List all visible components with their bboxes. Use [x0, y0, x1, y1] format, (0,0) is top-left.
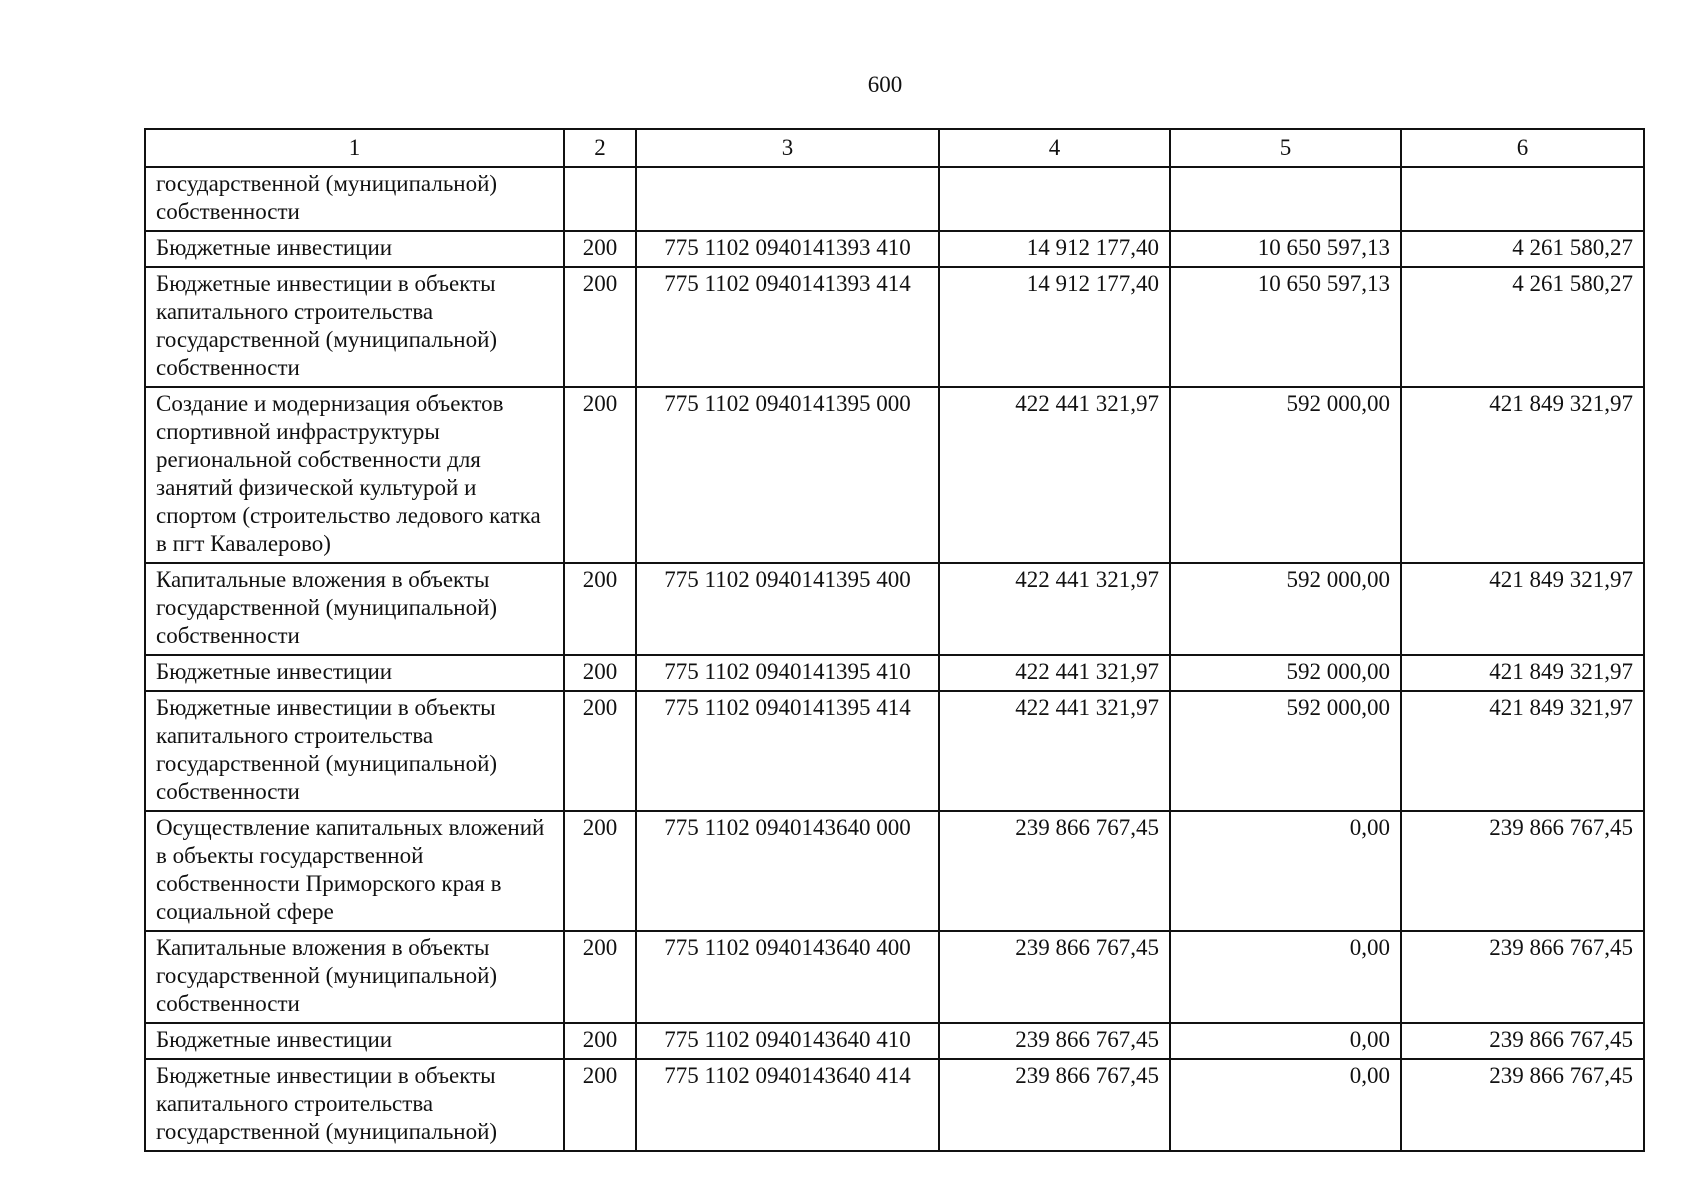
cell-amount-col5: 592 000,00: [1170, 387, 1401, 563]
cell-budget-code: 775 1102 0940141395 410: [636, 655, 939, 691]
cell-amount-col6: [1401, 167, 1644, 231]
cell-name: Бюджетные инвестиции: [145, 1023, 564, 1059]
cell-amount-col4: 239 866 767,45: [939, 1023, 1170, 1059]
cell-amount-col6: 4 261 580,27: [1401, 231, 1644, 267]
cell-code: 200: [564, 231, 636, 267]
cell-amount-col5: 0,00: [1170, 1023, 1401, 1059]
table-body: [145, 167, 1644, 1151]
table-row: [145, 167, 1644, 231]
cell-code: [564, 167, 636, 231]
table-row: [145, 563, 1644, 655]
cell-amount-col6: 239 866 767,45: [1401, 1023, 1644, 1059]
cell-name: Бюджетные инвестиции в объекты капитального строительства государственной (муниципальной): [145, 1059, 564, 1151]
cell-name: Бюджетные инвестиции: [145, 231, 564, 267]
header-row: [145, 129, 1644, 167]
table-row: [145, 1023, 1644, 1059]
cell-name: государственной (муниципальной) собственности: [145, 167, 564, 231]
cell-amount-col5: 0,00: [1170, 931, 1401, 1023]
cell-amount-col6: 239 866 767,45: [1401, 931, 1644, 1023]
column-header-5: 5: [1170, 129, 1401, 167]
cell-amount-col5: [1170, 167, 1401, 231]
cell-budget-code: 775 1102 0940141395 414: [636, 691, 939, 811]
cell-amount-col5: 592 000,00: [1170, 691, 1401, 811]
cell-code: 200: [564, 691, 636, 811]
cell-amount-col6: 421 849 321,97: [1401, 691, 1644, 811]
column-header-1: 1: [145, 129, 564, 167]
page-number: 600: [867, 72, 903, 97]
cell-code: 200: [564, 655, 636, 691]
table-row: [145, 267, 1644, 387]
column-header-4: 4: [939, 129, 1170, 167]
cell-budget-code: [636, 167, 939, 231]
cell-amount-col5: 10 650 597,13: [1170, 267, 1401, 387]
table-row: [145, 811, 1644, 931]
cell-amount-col6: 421 849 321,97: [1401, 655, 1644, 691]
cell-amount-col6: 4 261 580,27: [1401, 267, 1644, 387]
table-row: [145, 387, 1644, 563]
cell-amount-col6: 421 849 321,97: [1401, 563, 1644, 655]
cell-budget-code: 775 1102 0940141395 400: [636, 563, 939, 655]
table-row: [145, 931, 1644, 1023]
cell-amount-col4: 422 441 321,97: [939, 655, 1170, 691]
cell-name: Осуществление капитальных вложений в объекты государственной собственности Приморского края в социальной сфере: [145, 811, 564, 931]
cell-name: Бюджетные инвестиции: [145, 655, 564, 691]
cell-name: Капитальные вложения в объекты государственной (муниципальной) собственности: [145, 931, 564, 1023]
cell-budget-code: 775 1102 0940143640 410: [636, 1023, 939, 1059]
cell-amount-col6: 239 866 767,45: [1401, 1059, 1644, 1151]
cell-budget-code: 775 1102 0940141395 000: [636, 387, 939, 563]
cell-budget-code: 775 1102 0940141393 414: [636, 267, 939, 387]
cell-code: 200: [564, 387, 636, 563]
cell-name: Бюджетные инвестиции в объекты капитального строительства государственной (муниципальной) собственности: [145, 691, 564, 811]
cell-code: 200: [564, 1023, 636, 1059]
table-row: [145, 691, 1644, 811]
cell-name: Бюджетные инвестиции в объекты капитального строительства государственной (муниципальной) собственности: [145, 267, 564, 387]
cell-budget-code: 775 1102 0940143640 414: [636, 1059, 939, 1151]
cell-code: 200: [564, 931, 636, 1023]
cell-amount-col4: [939, 167, 1170, 231]
cell-amount-col4: 239 866 767,45: [939, 811, 1170, 931]
cell-code: 200: [564, 811, 636, 931]
cell-amount-col4: 14 912 177,40: [939, 267, 1170, 387]
cell-budget-code: 775 1102 0940141393 410: [636, 231, 939, 267]
cell-amount-col5: 592 000,00: [1170, 655, 1401, 691]
column-header-2: 2: [564, 129, 636, 167]
cell-amount-col4: 422 441 321,97: [939, 691, 1170, 811]
cell-amount-col6: 239 866 767,45: [1401, 811, 1644, 931]
cell-amount-col6: 421 849 321,97: [1401, 387, 1644, 563]
table-row: [145, 655, 1644, 691]
cell-code: 200: [564, 267, 636, 387]
cell-amount-col4: 422 441 321,97: [939, 563, 1170, 655]
table-header: [145, 129, 1644, 167]
table-row: [145, 1059, 1644, 1151]
cell-amount-col4: 14 912 177,40: [939, 231, 1170, 267]
cell-code: 200: [564, 1059, 636, 1151]
cell-budget-code: 775 1102 0940143640 000: [636, 811, 939, 931]
cell-amount-col5: 592 000,00: [1170, 563, 1401, 655]
table-row: [145, 231, 1644, 267]
cell-amount-col5: 0,00: [1170, 811, 1401, 931]
column-header-6: 6: [1401, 129, 1644, 167]
cell-amount-col5: 0,00: [1170, 1059, 1401, 1151]
cell-code: 200: [564, 563, 636, 655]
cell-amount-col4: 239 866 767,45: [939, 1059, 1170, 1151]
cell-budget-code: 775 1102 0940143640 400: [636, 931, 939, 1023]
cell-amount-col5: 10 650 597,13: [1170, 231, 1401, 267]
cell-amount-col4: 239 866 767,45: [939, 931, 1170, 1023]
cell-name: Капитальные вложения в объекты государственной (муниципальной) собственности: [145, 563, 564, 655]
cell-amount-col4: 422 441 321,97: [939, 387, 1170, 563]
cell-name: Создание и модернизация объектов спортивной инфраструктуры региональной собственности для занятий физической культурой и спортом (строительство ледового катка в пгт Кавалерово): [145, 387, 564, 563]
column-header-3: 3: [636, 129, 939, 167]
budget-table: [144, 128, 1645, 1152]
